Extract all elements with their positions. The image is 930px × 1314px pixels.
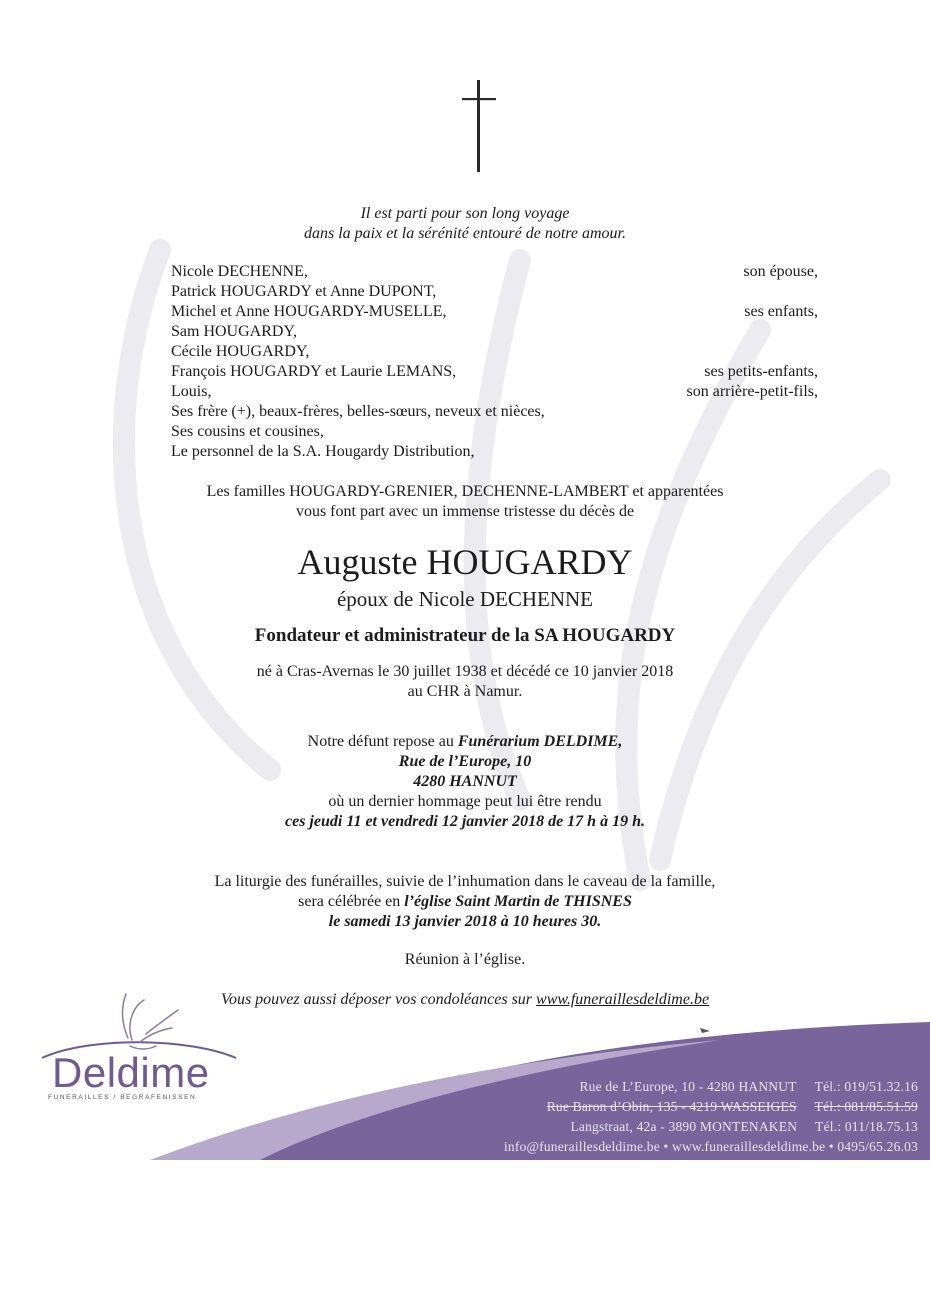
family-relation: son épouse,	[743, 263, 818, 280]
footer-contact: info@funeraillesdeldime.be • www.funeraillesdeldime.be • 0495/65.26.03	[503, 1139, 918, 1154]
repose-intro: Notre défunt repose au	[307, 733, 458, 750]
footer-address-montenaken	[570, 1118, 918, 1136]
deceased-spouse: époux de Nicole DECHENNE	[336, 587, 594, 611]
family-relation: ses enfants,	[744, 303, 818, 320]
epigraph-line: Il est parti pour son long voyage	[360, 205, 570, 222]
condolences-line	[0, 990, 930, 1010]
condolences-link[interactable]: www.funeraillesdeldime.be	[536, 991, 710, 1008]
condolences-text: Vous pouvez aussi déposer vos condoléances sur	[220, 991, 537, 1008]
family-relation: ses petits-enfants,	[704, 363, 818, 380]
repose-line	[0, 732, 930, 752]
family-member: Ses frère (+), beaux-frères, belles-sœurs, neveux et nièces,	[171, 403, 545, 420]
family-member: Cécile HOUGARDY,	[171, 343, 310, 360]
phone-hannut: Tél.: 019/51.32.16	[814, 1079, 918, 1094]
deceased-role: Fondateur et administrateur de la SA HOUGARDY	[254, 625, 676, 646]
address-hannut: Rue de L’Europe, 10 - 4280 HANNUT	[579, 1079, 797, 1094]
logo-name: Deldime	[52, 1049, 210, 1096]
cross-icon	[462, 80, 496, 172]
family-member: François HOUGARDY et Laurie LEMANS,	[171, 363, 457, 380]
announcement-line: vous font part avec un immense tristesse du décès de	[295, 503, 635, 520]
family-member: Ses cousins et cousines,	[171, 423, 324, 440]
birth-death: né à Cras-Avernas le 30 juillet 1938 et décédé ce 10 janvier 2018	[256, 663, 674, 680]
repose-dates: ces jeudi 11 et vendredi 12 janvier 2018 de 17 h à 19 h.	[285, 813, 645, 830]
family-member: Michel et Anne HOUGARDY-MUSELLE,	[171, 303, 447, 320]
logo-tagline: FUNERAILLES / BEGRAFENISSEN	[48, 1094, 197, 1101]
epigraph-line: dans la paix et la sérénité entouré de notre amour.	[303, 225, 627, 242]
address-montenaken: Langstraat, 42a - 3890 MONTENAKEN	[570, 1119, 798, 1134]
announcement-line: Les familles HOUGARDY-GRENIER, DECHENNE-LAMBERT et apparentées	[206, 483, 724, 500]
deceased-name: Auguste HOUGARDY	[297, 542, 633, 582]
address-wasseiges: Rue Baron d’Obin, 135 - 4219 WASSEIGES	[546, 1099, 797, 1114]
death-place: au CHR à Namur.	[407, 683, 523, 700]
family-member: Patrick HOUGARDY et Anne DUPONT,	[171, 283, 437, 300]
phone-montenaken: Tél.: 011/18.75.13	[815, 1119, 918, 1134]
family-relation: son arrière-petit-fils,	[686, 383, 818, 400]
family-member: Nicole DECHENNE,	[171, 263, 308, 280]
liturgy-line	[0, 892, 930, 912]
reunion-note: Réunion à l’église.	[404, 951, 526, 968]
phone-wasseiges: Tél.: 081/85.51.59	[814, 1099, 918, 1114]
repose-homage: où un dernier hommage peut lui être rendu	[328, 793, 602, 810]
liturgy-date: le samedi 13 janvier 2018 à 10 heures 30.	[328, 913, 602, 930]
footer-address-wasseiges	[547, 1098, 918, 1116]
liturgy-line: La liturgie des funérailles, suivie de l’inhumation dans le caveau de la famille,	[214, 873, 716, 890]
liturgy-prefix: sera célébrée en	[298, 893, 405, 910]
footer-address-hannut	[579, 1078, 918, 1096]
repose-city: 4280 HANNUT	[413, 773, 517, 790]
liturgy-church: l’église Saint Martin de THISNES	[404, 893, 632, 910]
family-member: Sam HOUGARDY,	[171, 323, 297, 340]
family-member: Louis,	[171, 383, 212, 400]
repose-street: Rue de l’Europe, 10	[398, 753, 532, 770]
family-member: Le personnel de la S.A. Hougardy Distribution,	[171, 443, 475, 460]
repose-venue: Funérarium DELDIME,	[457, 733, 623, 750]
